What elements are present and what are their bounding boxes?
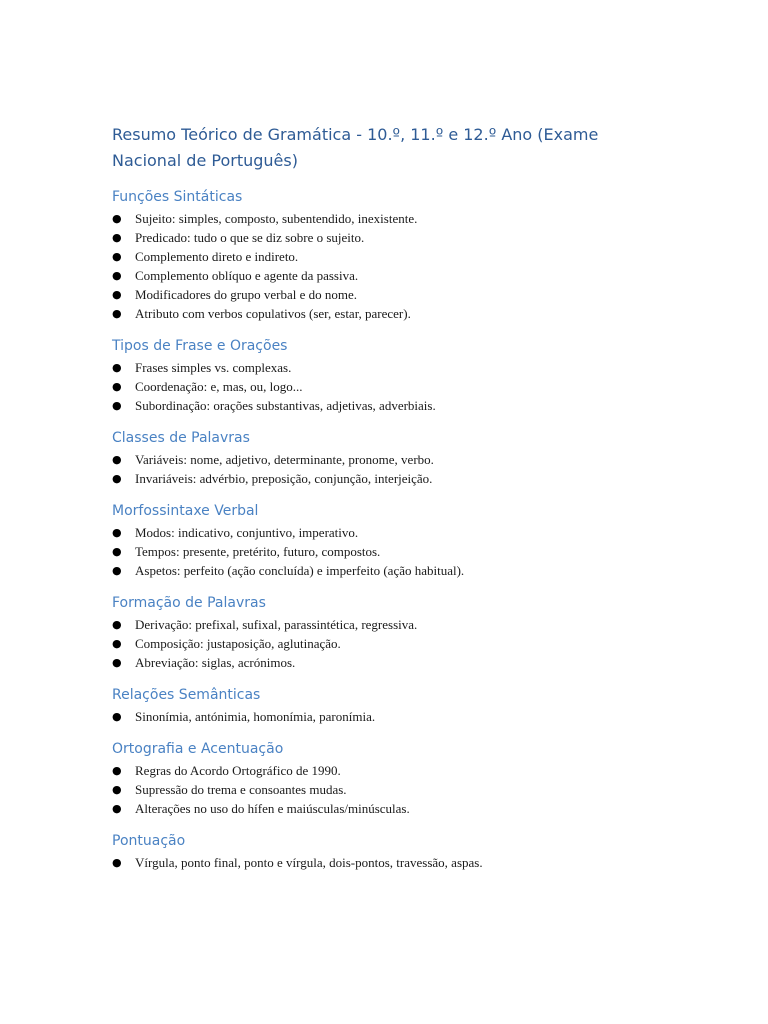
list-item — [112, 634, 672, 653]
sections-container — [112, 187, 672, 872]
list-item — [112, 542, 672, 561]
bullet-icon: ● — [112, 526, 122, 539]
bullet-list — [112, 615, 672, 672]
list-item-text: Predicado: tudo o que se diz sobre o sujeito. — [135, 230, 365, 245]
bullet-list — [112, 209, 672, 323]
bullet-icon: ● — [112, 361, 122, 374]
list-item — [112, 377, 672, 396]
section — [112, 593, 672, 672]
list-item — [112, 247, 672, 266]
bullet-icon: ● — [112, 288, 122, 301]
list-item-text: Aspetos: perfeito (ação concluída) e imperfeito (ação habitual). — [135, 563, 465, 578]
list-item-text: Frases simples vs. complexas. — [135, 360, 292, 375]
list-item — [112, 358, 672, 377]
bullet-list — [112, 523, 672, 580]
bullet-list — [112, 761, 672, 818]
bullet-list — [112, 358, 672, 415]
bullet-icon: ● — [112, 802, 122, 815]
bullet-icon: ● — [112, 472, 122, 485]
list-item — [112, 469, 672, 488]
list-item — [112, 396, 672, 415]
list-item-text: Invariáveis: advérbio, preposição, conjunção, interjeição. — [135, 471, 433, 486]
bullet-icon: ● — [112, 656, 122, 669]
bullet-icon: ● — [112, 453, 122, 466]
list-item — [112, 615, 672, 634]
bullet-icon: ● — [112, 564, 122, 577]
section — [112, 685, 672, 726]
section-heading: Pontuação — [112, 833, 186, 849]
list-item-text: Atributo com verbos copulativos (ser, estar, parecer). — [135, 306, 411, 321]
list-item — [112, 799, 672, 818]
bullet-icon: ● — [112, 783, 122, 796]
list-item-text: Coordenação: e, mas, ou, logo... — [135, 379, 303, 394]
list-item — [112, 707, 672, 726]
section — [112, 336, 672, 415]
bullet-icon: ● — [112, 380, 122, 393]
section-heading: Ortografia e Acentuação — [112, 741, 284, 757]
section — [112, 428, 672, 488]
list-item — [112, 780, 672, 799]
list-item-text: Vírgula, ponto final, ponto e vírgula, dois-pontos, travessão, aspas. — [135, 855, 483, 870]
list-item — [112, 653, 672, 672]
list-item-text: Supressão do trema e consoantes mudas. — [135, 782, 347, 797]
bullet-list — [112, 853, 672, 872]
list-item-text: Complemento direto e indireto. — [135, 249, 299, 264]
bullet-icon: ● — [112, 231, 122, 244]
bullet-icon: ● — [112, 250, 122, 263]
bullet-icon: ● — [112, 212, 122, 225]
document-title: Resumo Teórico de Gramática - 10.º, 11.º e 12.º Ano (Exame Nacional de Português) — [112, 125, 599, 170]
list-item-text: Variáveis: nome, adjetivo, determinante, pronome, verbo. — [135, 452, 434, 467]
list-item — [112, 266, 672, 285]
section-heading: Relações Semânticas — [112, 687, 261, 703]
list-item — [112, 304, 672, 323]
bullet-list — [112, 707, 672, 726]
bullet-icon: ● — [112, 856, 122, 869]
section — [112, 501, 672, 580]
section-heading: Funções Sintáticas — [112, 189, 243, 205]
list-item — [112, 209, 672, 228]
list-item-text: Alterações no uso do hífen e maiúsculas/minúsculas. — [135, 801, 410, 816]
list-item-text: Sinonímia, antónimia, homonímia, paronímia. — [135, 709, 376, 724]
list-item — [112, 761, 672, 780]
list-item-text: Composição: justaposição, aglutinação. — [135, 636, 341, 651]
section — [112, 187, 672, 323]
list-item-text: Regras do Acordo Ortográfico de 1990. — [135, 763, 341, 778]
bullet-icon: ● — [112, 710, 122, 723]
section-heading: Formação de Palavras — [112, 595, 266, 611]
list-item — [112, 285, 672, 304]
list-item — [112, 561, 672, 580]
list-item-text: Modificadores do grupo verbal e do nome. — [135, 287, 358, 302]
bullet-icon: ● — [112, 269, 122, 282]
bullet-icon: ● — [112, 545, 122, 558]
list-item-text: Complemento oblíquo e agente da passiva. — [135, 268, 359, 283]
list-item — [112, 228, 672, 247]
section-heading: Classes de Palavras — [112, 430, 250, 446]
list-item-text: Abreviação: siglas, acrónimos. — [135, 655, 296, 670]
list-item-text: Sujeito: simples, composto, subentendido, inexistente. — [135, 211, 418, 226]
bullet-icon: ● — [112, 307, 122, 320]
list-item-text: Modos: indicativo, conjuntivo, imperativo. — [135, 525, 359, 540]
list-item-text: Derivação: prefixal, sufixal, parassintética, regressiva. — [135, 617, 418, 632]
list-item — [112, 853, 672, 872]
section-heading: Tipos de Frase e Orações — [112, 338, 288, 354]
bullet-icon: ● — [112, 637, 122, 650]
bullet-icon: ● — [112, 399, 122, 412]
document-body — [112, 122, 672, 872]
section — [112, 831, 672, 872]
section-heading: Morfossintaxe Verbal — [112, 503, 259, 519]
section — [112, 739, 672, 818]
bullet-list — [112, 450, 672, 488]
list-item-text: Subordinação: orações substantivas, adjetivas, adverbiais. — [135, 398, 436, 413]
list-item — [112, 450, 672, 469]
bullet-icon: ● — [112, 764, 122, 777]
list-item-text: Tempos: presente, pretérito, futuro, compostos. — [135, 544, 381, 559]
bullet-icon: ● — [112, 618, 122, 631]
list-item — [112, 523, 672, 542]
